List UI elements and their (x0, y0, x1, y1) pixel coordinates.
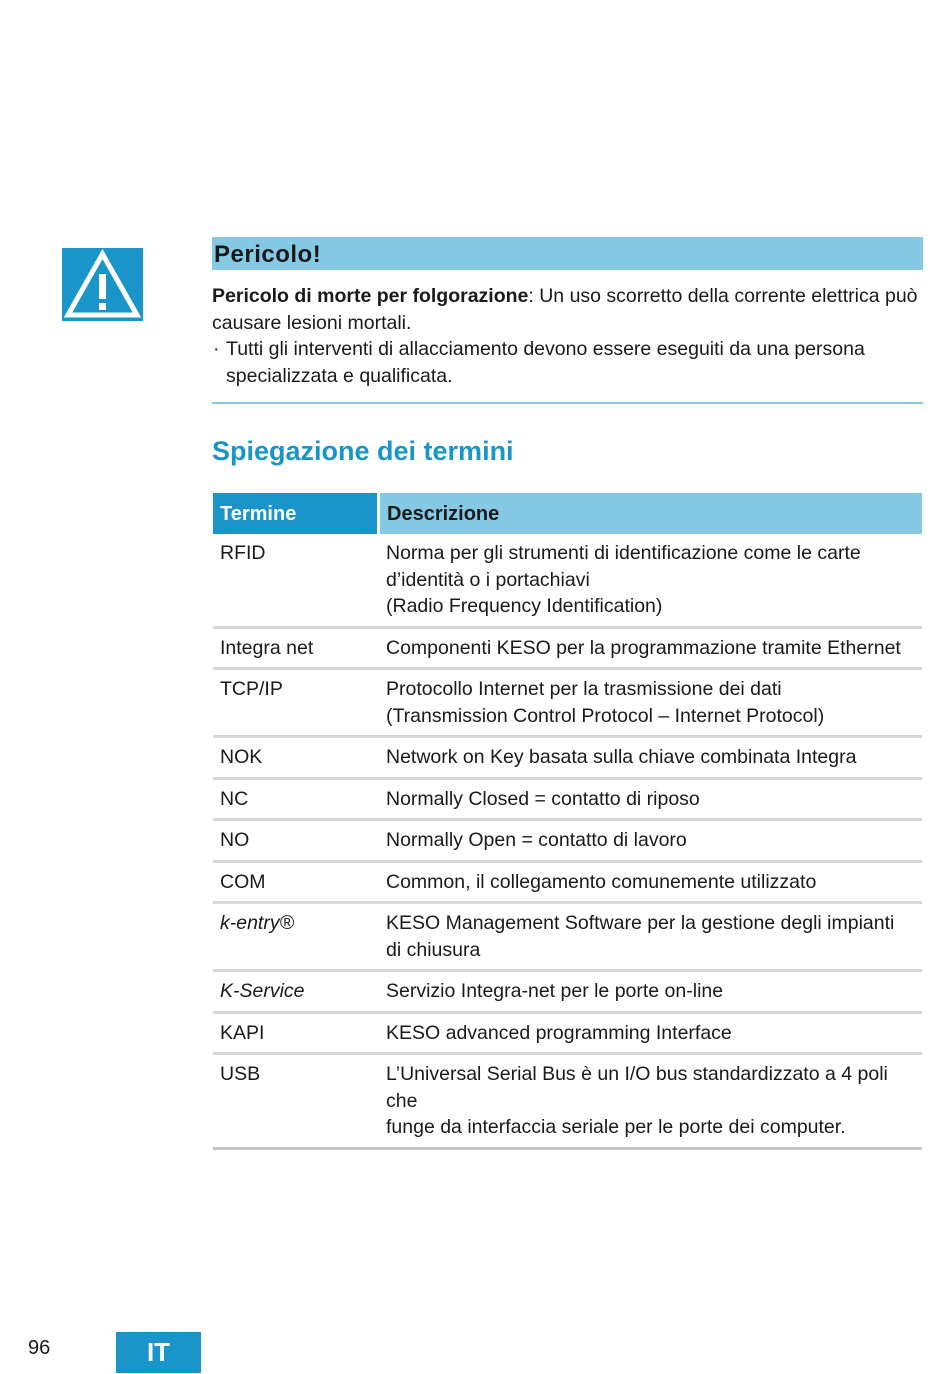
description-line: funge da interfaccia seriale per le porte dei computer. (386, 1116, 846, 1138)
header-description: Descrizione (380, 493, 922, 534)
description-line: Servizio Integra-net per le porte on-line (386, 980, 724, 1002)
description-line: Normally Closed = contatto di riposo (386, 787, 700, 810)
term-cell: RFID (220, 542, 266, 564)
description-cell (380, 910, 922, 963)
table-row (213, 1055, 922, 1150)
description-cell (380, 827, 922, 854)
description-line: (Transmission Control Protocol – Internet Protocol) (386, 704, 825, 727)
description-line: KESO advanced programming Interface (386, 1021, 732, 1044)
danger-bullet-text: Tutti gli interventi di allacciamento devono essere eseguiti da una persona specializzata e qualificata. (226, 338, 865, 387)
description-cell (380, 635, 922, 662)
term-cell: Integra net (220, 636, 314, 659)
description-line: Normally Open = contatto di lavoro (386, 829, 687, 851)
table-row (213, 821, 922, 863)
table-row (213, 1014, 922, 1056)
table-row (213, 629, 922, 671)
term-cell: COM (220, 870, 266, 893)
table-row (213, 904, 922, 972)
term-cell: TCP/IP (220, 678, 283, 700)
danger-body (212, 283, 928, 389)
description-line: KESO Management Software per la gestione degli impianti (386, 912, 895, 934)
danger-bullet (212, 336, 928, 389)
table-row (213, 670, 922, 738)
page-number: 96 (28, 1337, 51, 1359)
description-line: Common, il collegamento comunemente utilizzato (386, 870, 817, 893)
table-header (213, 493, 922, 534)
danger-lead-text: : Un uso scorretto della corrente elettrica può causare lesioni mortali. (212, 285, 918, 334)
term-cell: NO (220, 829, 250, 851)
term-cell: KAPI (220, 1021, 265, 1044)
table-row (213, 863, 922, 905)
description-cell (380, 786, 922, 813)
table-row (213, 780, 922, 822)
description-cell (380, 1020, 922, 1047)
description-line: (Radio Frequency Identification) (386, 595, 663, 617)
header-term: Termine (213, 493, 377, 534)
term-cell: USB (220, 1063, 261, 1085)
table-row (213, 738, 922, 780)
danger-lead-bold: Pericolo di morte per folgorazione (212, 285, 529, 307)
description-line: Componenti KESO per la programmazione tramite Ethernet (386, 636, 901, 659)
description-line: Norma per gli strumenti di identificazione come le carte (386, 542, 861, 564)
description-line: di chiusura (386, 938, 481, 961)
term-cell: K-Service (220, 980, 305, 1002)
table-row (213, 972, 922, 1014)
bullet-mark: · (213, 338, 220, 360)
description-cell (380, 744, 922, 771)
term-cell: NC (220, 787, 249, 810)
danger-heading: Pericolo! (212, 237, 923, 270)
description-line: Protocollo Internet per la trasmissione dei dati (386, 678, 782, 700)
description-line: L’Universal Serial Bus è un I/O bus standardizzato a 4 poli che (386, 1063, 888, 1112)
table-row (213, 534, 922, 629)
description-cell (380, 978, 922, 1005)
description-line: Network on Key basata sulla chiave combinata Integra (386, 746, 857, 768)
description-cell (380, 676, 922, 729)
description-cell (380, 869, 922, 896)
table-body (213, 534, 922, 1150)
description-line: d’identità o i portachiavi (386, 568, 590, 591)
description-cell (380, 540, 922, 620)
section-title: Spiegazione dei termini (212, 436, 514, 466)
language-tab: IT (116, 1332, 201, 1373)
term-cell: NOK (220, 746, 263, 768)
danger-divider (212, 402, 923, 404)
term-cell: k-entry® (220, 912, 294, 934)
warning-triangle-icon (62, 248, 143, 321)
danger-lead (212, 283, 928, 336)
description-cell (380, 1061, 922, 1141)
terms-table (213, 493, 922, 1150)
